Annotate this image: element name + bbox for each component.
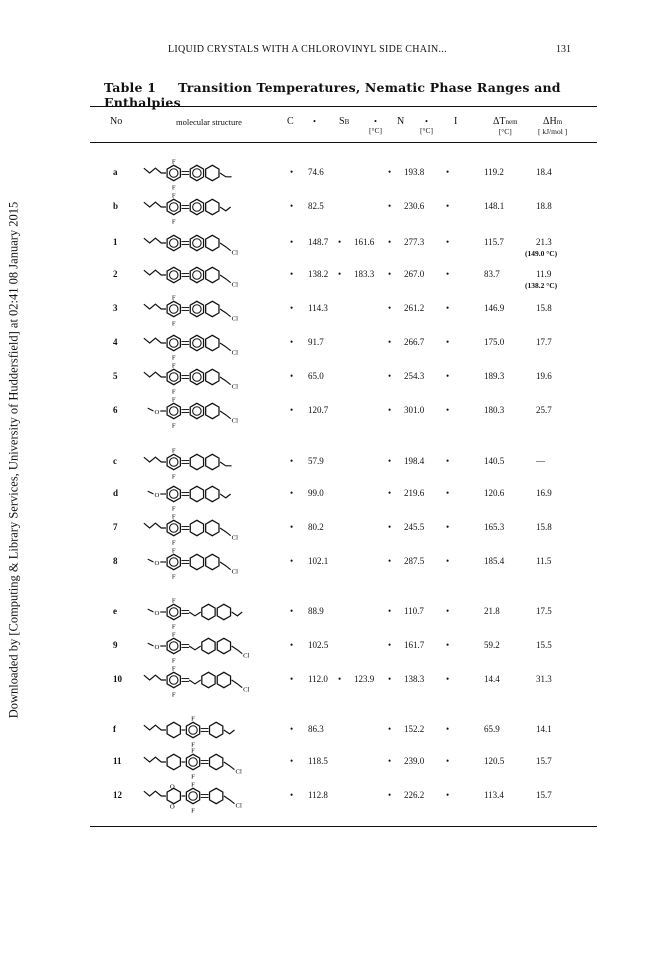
bullet-i: • [446, 724, 450, 734]
value-dh-note: (149.0 °C) [525, 249, 558, 258]
row-no: d [113, 488, 119, 498]
chlorine-label: Cl [231, 534, 238, 542]
bullet-n: • [388, 269, 392, 279]
value-dt: 14.4 [484, 674, 500, 684]
bullet-i: • [446, 556, 450, 566]
value-dt: 120.6 [484, 488, 505, 498]
value-dt: 115.7 [484, 237, 504, 247]
chlorine-label: Cl [231, 315, 238, 323]
bullet-i: • [446, 337, 450, 347]
bullet-n: • [388, 640, 392, 650]
value-c: 138.2 [308, 269, 329, 279]
table-label: Table 1 [104, 80, 157, 95]
bullet-c: • [290, 303, 294, 313]
col-dot-3: • [°C] [420, 116, 433, 135]
bullet-i: • [446, 790, 450, 800]
bullet-sb: • [338, 674, 342, 684]
bullet-c: • [290, 640, 294, 650]
chlorine-label: Cl [231, 249, 238, 257]
row-no: a [113, 167, 118, 177]
bullet-c: • [290, 269, 294, 279]
chlorine-label: Cl [243, 686, 250, 694]
value-dh: 11.9 [536, 269, 552, 279]
value-dt: 189.3 [484, 371, 505, 381]
value-dt: 119.2 [484, 167, 504, 177]
value-dt: 120.5 [484, 756, 505, 766]
value-c: 99.0 [308, 488, 324, 498]
value-dh: 31.3 [536, 674, 552, 684]
value-n: 152.2 [404, 724, 425, 734]
value-c: 112.0 [308, 674, 328, 684]
fluorine-label: F [171, 505, 176, 513]
table-top-rule [90, 106, 597, 107]
bullet-n: • [388, 405, 392, 415]
row-no: 4 [113, 337, 118, 347]
bullet-i: • [446, 756, 450, 766]
bullet-c: • [290, 522, 294, 532]
value-dt: 175.0 [484, 337, 505, 347]
bullet-c: • [290, 606, 294, 616]
value-n: 161.7 [404, 640, 425, 650]
value-dt: 59.2 [484, 640, 500, 650]
value-sb: 123.9 [354, 674, 375, 684]
row-no: c [113, 456, 117, 466]
oxygen-label: O [154, 408, 160, 416]
row-no: e [113, 606, 117, 616]
value-dt: 83.7 [484, 269, 500, 279]
bullet-i: • [446, 456, 450, 466]
bullet-c: • [290, 488, 294, 498]
table-header-rule [90, 142, 597, 143]
value-dh: 14.1 [536, 724, 552, 734]
bullet-sb: • [338, 237, 342, 247]
chlorine-label: Cl [231, 568, 238, 576]
page-number: 131 [556, 44, 571, 55]
row-no: 1 [113, 237, 118, 247]
value-n: 245.5 [404, 522, 425, 532]
bullet-n: • [388, 337, 392, 347]
chlorine-label: Cl [231, 383, 238, 391]
col-dot-2: • [°C] [369, 116, 382, 135]
bullet-sb: • [338, 269, 342, 279]
value-dh: 15.7 [536, 756, 552, 766]
fluorine-label: F [171, 623, 176, 631]
col-n: N [397, 116, 405, 127]
value-n: 239.0 [404, 756, 425, 766]
value-dt: 185.4 [484, 556, 505, 566]
row-no: 12 [113, 790, 122, 800]
chlorine-label: Cl [231, 281, 238, 289]
fluorine-label: F [171, 447, 176, 455]
value-c: 91.7 [308, 337, 324, 347]
value-n: 138.3 [404, 674, 425, 684]
bullet-n: • [388, 303, 392, 313]
fluorine-label: F [171, 539, 176, 547]
col-dhm: ΔHm [ kJ/mol ] [538, 116, 568, 136]
oxygen-label: O [154, 559, 160, 567]
molecule-structure [140, 768, 275, 821]
value-dh: 15.8 [536, 522, 552, 532]
value-n: 266.7 [404, 337, 425, 347]
value-dt: 165.3 [484, 522, 505, 532]
bullet-i: • [446, 405, 450, 415]
value-dh: 11.5 [536, 556, 552, 566]
bullet-c: • [290, 556, 294, 566]
value-dh-note: (138.2 °C) [525, 281, 558, 290]
row-no: 7 [113, 522, 118, 532]
fluorine-label: F [171, 422, 176, 430]
bullet-n: • [388, 724, 392, 734]
value-dt: 180.3 [484, 405, 505, 415]
bullet-c: • [290, 790, 294, 800]
bullet-i: • [446, 303, 450, 313]
value-dh: 25.7 [536, 405, 552, 415]
chlorine-label: Cl [235, 802, 242, 810]
fluorine-label: F [171, 665, 176, 673]
table-title: Transition Temperatures, Nematic Phase Ranges and Enthalpies [104, 80, 561, 110]
fluorine-label: F [171, 354, 176, 362]
value-dh: 19.6 [536, 371, 552, 381]
bullet-c: • [290, 724, 294, 734]
fluorine-label: F [171, 396, 176, 404]
value-dt: 21.8 [484, 606, 500, 616]
bullet-n: • [388, 488, 392, 498]
fluorine-label: F [171, 362, 176, 370]
value-n: 230.6 [404, 201, 425, 211]
value-c: 118.5 [308, 756, 328, 766]
fluorine-label: F [171, 631, 176, 639]
bullet-c: • [290, 456, 294, 466]
fluorine-label: F [171, 294, 176, 302]
value-sb: 161.6 [354, 237, 375, 247]
fluorine-label: F [171, 473, 176, 481]
bullet-c: • [290, 405, 294, 415]
value-dh: 17.5 [536, 606, 552, 616]
download-notice-text: Downloaded by [Computing & Library Services, University of Huddersfield] at 02:41 08 January 2015 [6, 201, 21, 719]
value-dh: 15.7 [536, 790, 552, 800]
value-n: 254.3 [404, 371, 425, 381]
molecule-structure [140, 534, 275, 587]
bullet-c: • [290, 674, 294, 684]
bullet-n: • [388, 167, 392, 177]
value-n: 219.6 [404, 488, 425, 498]
col-dtnem: ΔTnem [°C] [493, 116, 518, 136]
table-bottom-rule [90, 826, 597, 827]
fluorine-label: F [171, 218, 176, 226]
value-dt: 113.4 [484, 790, 504, 800]
row-no: 6 [113, 405, 118, 415]
bullet-i: • [446, 167, 450, 177]
value-c: 82.5 [308, 201, 324, 211]
value-n: 301.0 [404, 405, 425, 415]
oxygen-label: O [154, 491, 160, 499]
col-dot-1: • [313, 116, 316, 126]
col-sb: SB [339, 116, 350, 127]
value-c: 102.1 [308, 556, 329, 566]
fluorine-label: F [171, 184, 176, 192]
bullet-i: • [446, 237, 450, 247]
value-c: 86.3 [308, 724, 324, 734]
value-dt: 146.9 [484, 303, 505, 313]
col-c: C [287, 116, 294, 127]
bullet-n: • [388, 522, 392, 532]
bullet-i: • [446, 371, 450, 381]
fluorine-label: F [171, 691, 176, 699]
bullet-n: • [388, 756, 392, 766]
row-no: 2 [113, 269, 118, 279]
value-c: 120.7 [308, 405, 329, 415]
value-n: 277.3 [404, 237, 425, 247]
value-dh: 15.8 [536, 303, 552, 313]
value-c: 80.2 [308, 522, 324, 532]
fluorine-label: F [191, 807, 195, 815]
value-dh: 18.4 [536, 167, 552, 177]
col-structure: molecular structure [176, 117, 242, 127]
value-dt: 140.5 [484, 456, 505, 466]
value-c: 65.0 [308, 371, 324, 381]
running-title: LIQUID CRYSTALS WITH A CHLOROVINYL SIDE CHAIN... [168, 44, 447, 55]
value-dh: 21.3 [536, 237, 552, 247]
value-n: 267.0 [404, 269, 425, 279]
bullet-n: • [388, 237, 392, 247]
fluorine-label: F [191, 715, 195, 723]
oxygen-label: O [169, 803, 175, 811]
row-no: 9 [113, 640, 118, 650]
bullet-n: • [388, 556, 392, 566]
bullet-c: • [290, 167, 294, 177]
value-sb: 183.3 [354, 269, 375, 279]
value-dt: 65.9 [484, 724, 500, 734]
value-c: 57.9 [308, 456, 324, 466]
bullet-i: • [446, 606, 450, 616]
chlorine-label: Cl [235, 768, 242, 776]
chlorine-label: Cl [231, 417, 238, 425]
bullet-c: • [290, 201, 294, 211]
fluorine-label: F [171, 657, 176, 665]
fluorine-label: F [171, 192, 176, 200]
fluorine-label: F [191, 747, 195, 755]
fluorine-label: F [171, 388, 176, 396]
col-no: No [110, 116, 123, 127]
bullet-n: • [388, 201, 392, 211]
col-i: I [454, 116, 458, 127]
row-no: f [113, 724, 116, 734]
bullet-i: • [446, 674, 450, 684]
value-dh: 18.8 [536, 201, 552, 211]
row-no: 10 [113, 674, 122, 684]
row-no: b [113, 201, 119, 211]
value-c: 74.6 [308, 167, 324, 177]
fluorine-label: F [171, 320, 176, 328]
value-c: 88.9 [308, 606, 324, 616]
value-n: 198.4 [404, 456, 425, 466]
bullet-c: • [290, 237, 294, 247]
bullet-i: • [446, 640, 450, 650]
value-dh: 16.9 [536, 488, 552, 498]
fluorine-label: F [171, 158, 176, 166]
bullet-n: • [388, 606, 392, 616]
fluorine-label: F [171, 573, 176, 581]
fluorine-label: F [191, 741, 195, 749]
chlorine-label: Cl [231, 349, 238, 357]
row-no: 5 [113, 371, 118, 381]
bullet-i: • [446, 488, 450, 498]
oxygen-label: O [154, 643, 160, 651]
value-n: 226.2 [404, 790, 425, 800]
bullet-n: • [388, 371, 392, 381]
bullet-i: • [446, 269, 450, 279]
molecule-structure [140, 383, 275, 436]
value-c: 148.7 [308, 237, 329, 247]
chlorine-label: Cl [243, 652, 250, 660]
fluorine-label: F [171, 547, 176, 555]
bullet-n: • [388, 790, 392, 800]
value-c: 114.3 [308, 303, 328, 313]
fluorine-label: F [191, 781, 195, 789]
value-n: 261.2 [404, 303, 425, 313]
value-c: 102.5 [308, 640, 329, 650]
value-n: 287.5 [404, 556, 425, 566]
bullet-i: • [446, 201, 450, 211]
fluorine-label: F [171, 513, 176, 521]
fluorine-label: F [191, 773, 195, 781]
download-notice [2, 150, 26, 770]
value-dh: 17.7 [536, 337, 552, 347]
value-dh: 15.5 [536, 640, 552, 650]
oxygen-label: O [169, 783, 175, 791]
value-dh: — [536, 456, 545, 466]
molecule-structure [140, 652, 275, 705]
bullet-i: • [446, 522, 450, 532]
value-n: 110.7 [404, 606, 424, 616]
value-c: 112.8 [308, 790, 328, 800]
bullet-c: • [290, 756, 294, 766]
row-no: 3 [113, 303, 118, 313]
bullet-n: • [388, 674, 392, 684]
bullet-c: • [290, 337, 294, 347]
oxygen-label: O [154, 609, 160, 617]
row-no: 8 [113, 556, 118, 566]
bullet-n: • [388, 456, 392, 466]
fluorine-label: F [171, 597, 176, 605]
value-dt: 148.1 [484, 201, 505, 211]
row-no: 11 [113, 756, 122, 766]
value-n: 193.8 [404, 167, 425, 177]
bullet-c: • [290, 371, 294, 381]
